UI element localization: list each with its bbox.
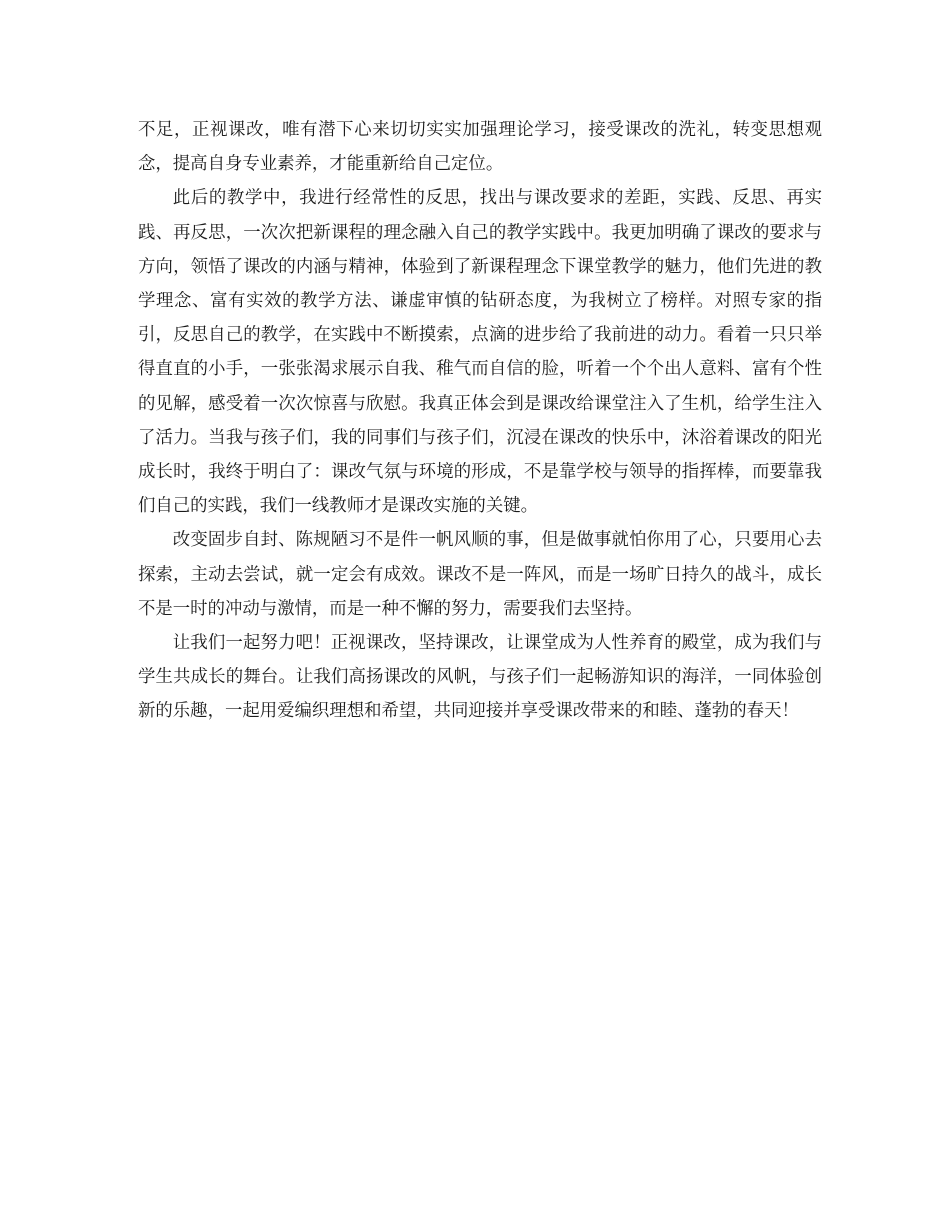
paragraph-continuation: 不足，正视课改，唯有潜下心来切切实实加强理论学习，接受课改的洗礼，转变思想观念，提高自身专业素养，才能重新给自己定位。 <box>138 120 822 175</box>
paragraph-persistence: 改变固步自封、陈规陋习不是件一帆风顺的事，但是做事就怕你用了心，只要用心去探索，主动去尝试，就一定会有成效。课改不是一阵风，而是一场旷日持久的战斗，成长不是一时的冲动与激情，而是一种不懈的努力，需要我们去坚持。 <box>138 530 822 619</box>
paragraph-call-to-action: 让我们一起努力吧！正视课改，坚持课改，让课堂成为人性养育的殿堂，成为我们与学生共成长的舞台。让我们高扬课改的风帆，与孩子们一起畅游知识的海洋，一同体验创新的乐趣，一起用爱编织理想和希望，共同迎接并享受课改带来的和睦、蓬勃的春天！ <box>138 633 822 722</box>
document-body <box>138 113 822 729</box>
paragraph-reflection: 此后的教学中，我进行经常性的反思，找出与课改要求的差距，实践、反思、再实践、再反思，一次次把新课程的理念融入自己的教学实践中。我更加明确了课改的要求与方向，领悟了课改的内涵与精神，体验到了新课程理念下课堂教学的魅力，他们先进的教学理念、富有实效的教学方法、谦虚审慎的钻研态度，为我树立了榜样。对照专家的指引，反思自己的教学，在实践中不断摸索，点滴的进步给了我前进的动力。看着一只只举得直直的小手，一张张渴求展示自我、稚气而自信的脸，听着一个个出人意料、富有个性的见解，感受着一次次惊喜与欣慰。我真正体会到是课改给课堂注入了生机，给学生注入了活力。当我与孩子们，我的同事们与孩子们，沉浸在课改的快乐中，沐浴着课改的阳光成长时，我终于明白了：课改气氛与环境的形成，不是靠学校与领导的指挥棒，而要靠我们自己的实践，我们一线教师才是课改实施的关键。 <box>138 188 822 517</box>
